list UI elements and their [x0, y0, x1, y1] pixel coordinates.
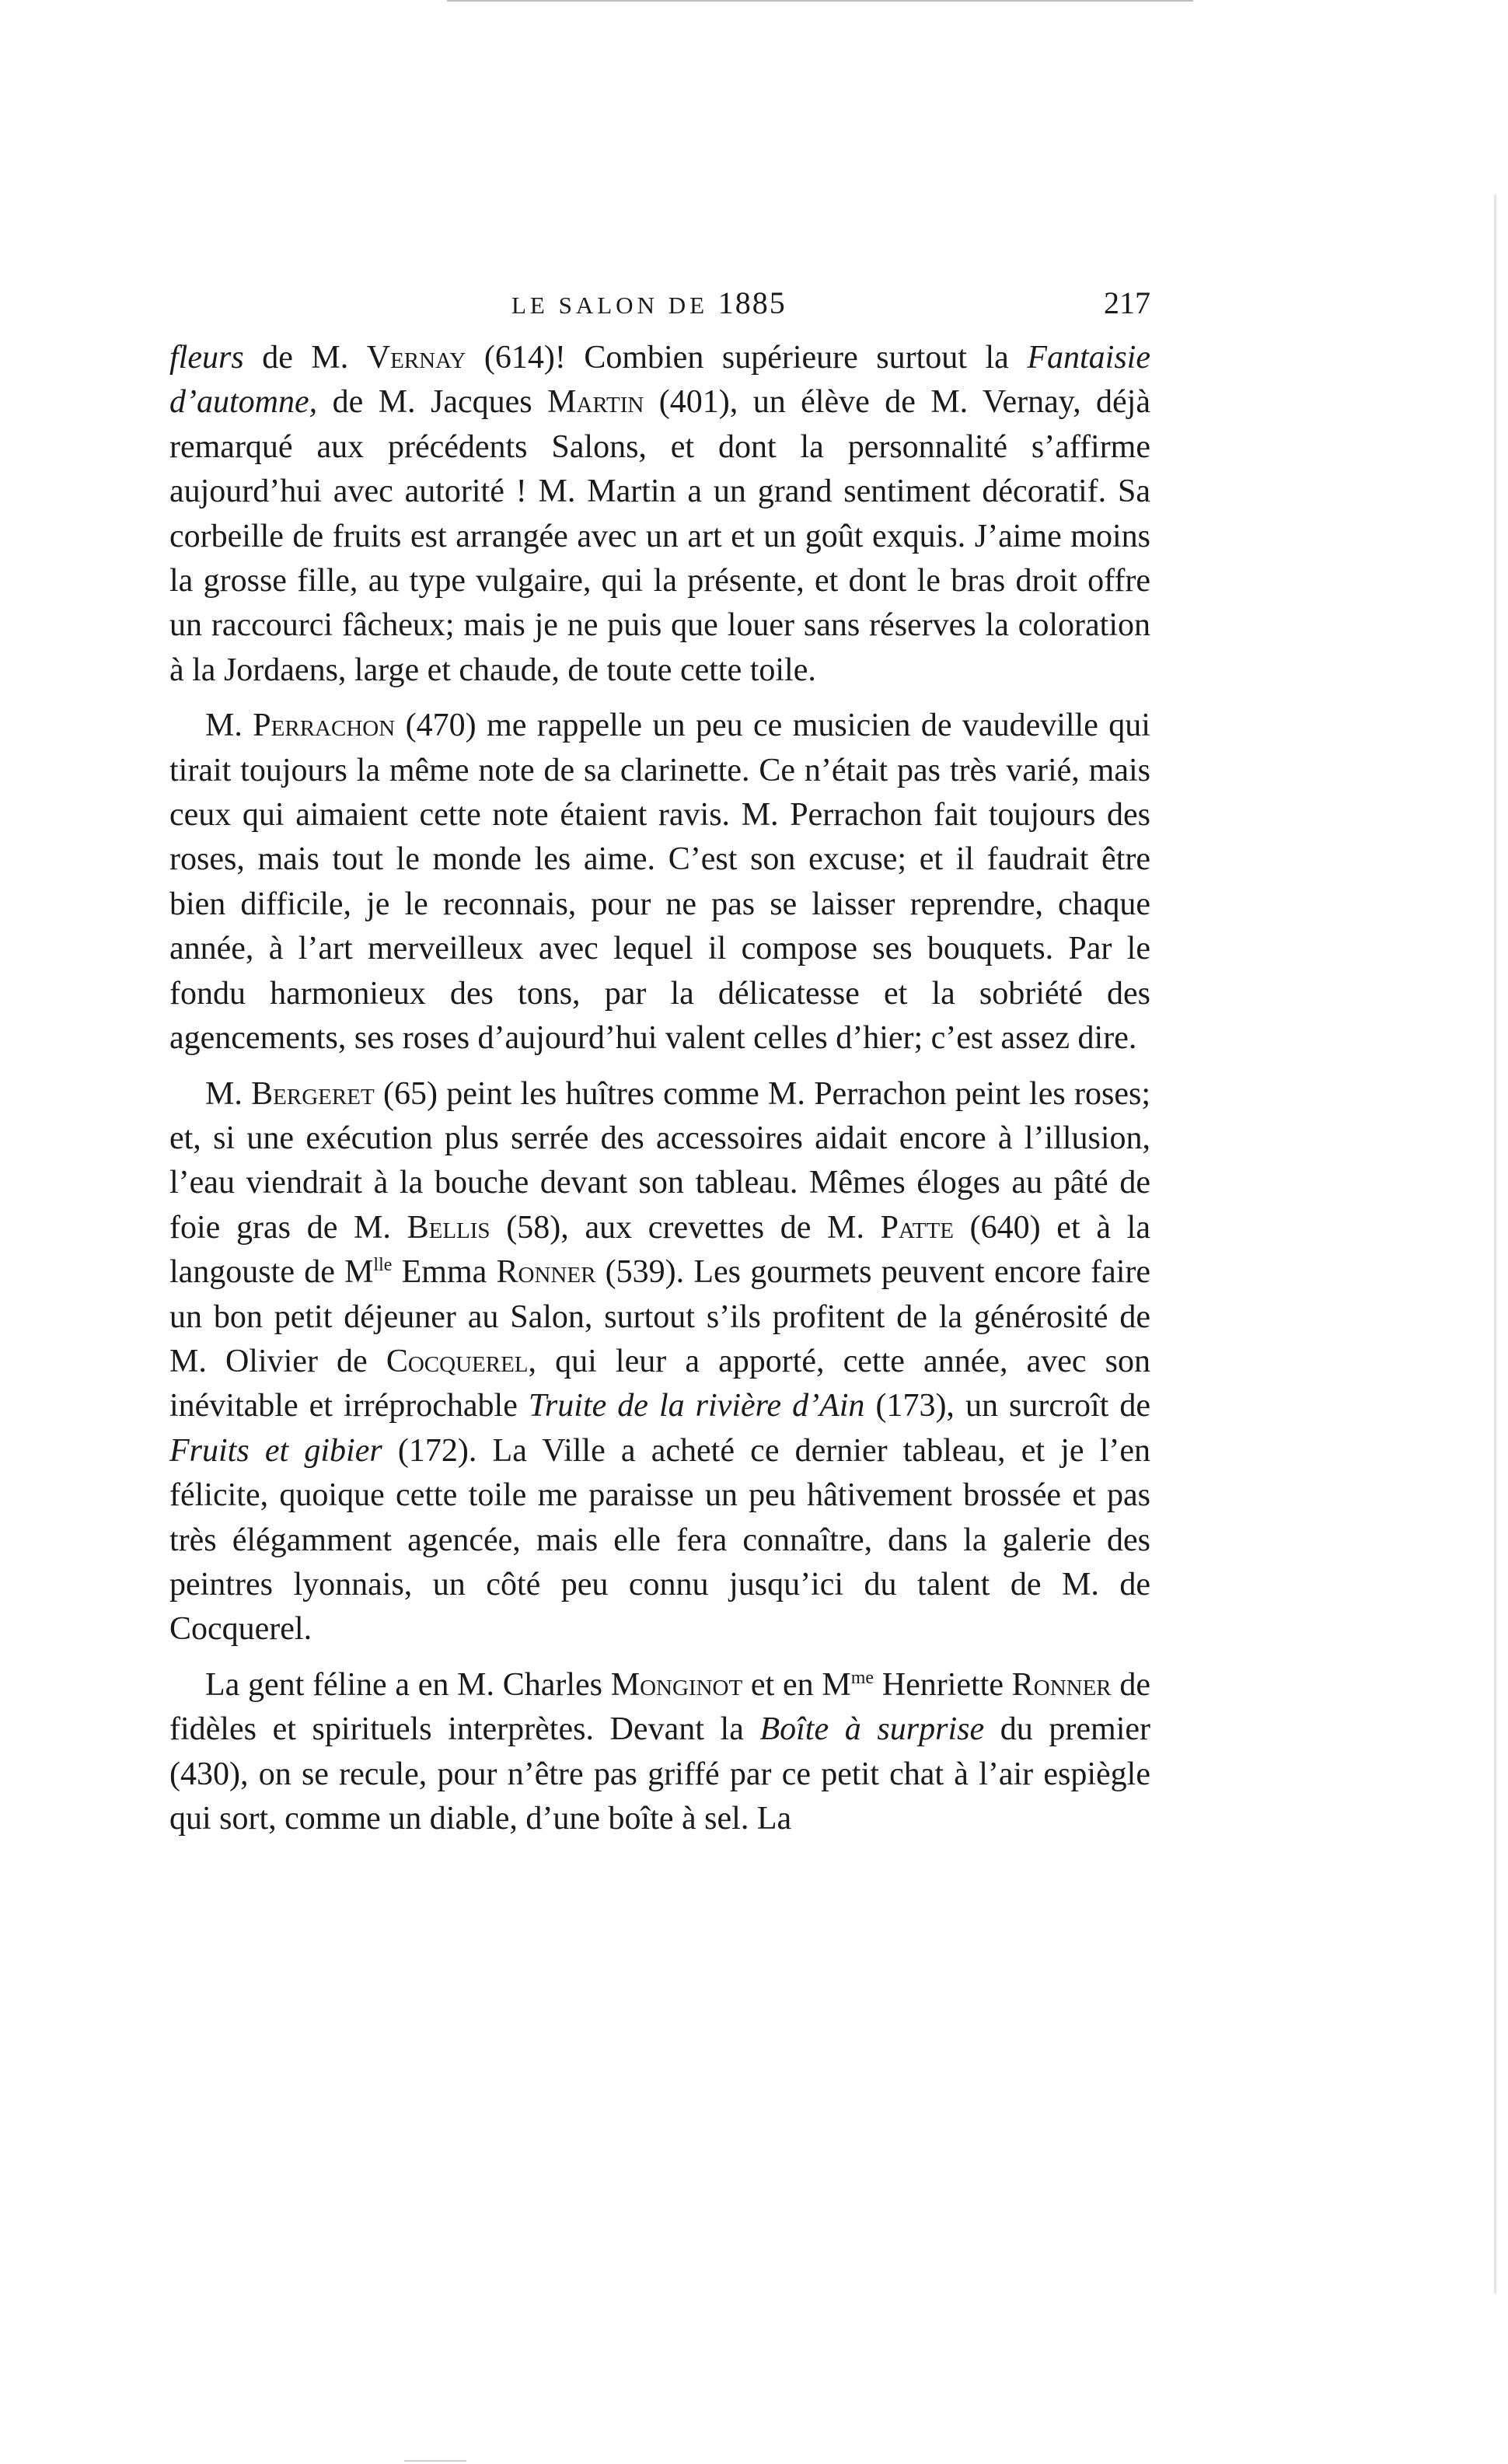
- paragraph-3: M. Bergeret (65) peint les huîtres comme M. Perrachon peint les roses; et, si une exécution plus serrée des accessoires aidait encore à l’illusion, l’eau viendrait à la bouche devant son tableau. Mêmes éloges au pâté de foie gras de M. Bellis (58), aux crevettes de M. Patte (640) et à la langouste de $M^{lle}$ Emma Ronner (539). Les gourmets peuvent encore faire un bon petit déjeuner au Salon, surtout s’ils profitent de la générosité de M. Olivier de Cocquerel, qui leur a apporté, cette année, avec son inévitable et irréprochable Truite de la rivière d’Ain (173), un surcroît de Fruits et gibier (172). La Ville a acheté ce dernier tableau, et je l’en félicite, quoique cette toile me paraisse un peu hâtivement brossée et pas très élégamment agencée, mais elle fera connaître, dans la galerie des peintres lyonnais, un côté peu connu jusqu’ici du talent de M. de Cocquerel.: [169, 1075, 1151, 1648]
- running-title: LE SALON DE 1885: [511, 285, 787, 320]
- artwork-title: Truite de la rivière d’Ain: [528, 1388, 865, 1424]
- artist-name: Ronner: [496, 1254, 596, 1291]
- running-head: [169, 280, 1150, 327]
- artist-name: Cocquerel: [386, 1343, 529, 1379]
- artwork-title: Fruits et gibier: [169, 1432, 382, 1469]
- top-edge-rule: [447, 0, 1193, 2]
- artwork-title: Fantaisie d’automne,: [169, 340, 1150, 421]
- paragraph-1: fleurs de M. Vernay (614)! Combien supérieure surtout la Fantaisie d’automne, de M. Jacques Martin (401), un élève de M. Vernay, déjà remarqué aux précédents Salons, et dont la personnalité s’affirme aujourd’hui avec autorité ! M. Martin a un grand sentiment décoratif. Sa corbeille de fruits est arrangée avec un art et un goût exquis. J’aime moins la grosse fille, au type vulgaire, qui la présente, et dont le bras droit offre un raccourci fâcheux; mais je ne puis que louer sans réserves la coloration à la Jordaens, large et chaude, de toute cette toile.: [169, 340, 1150, 688]
- artist-name: Patte: [880, 1209, 954, 1246]
- artist-name: Ronner: [1011, 1666, 1112, 1703]
- bottom-edge-rule: [404, 2460, 466, 2462]
- artist-name: Perrachon: [253, 708, 396, 744]
- artist-name: Vernay: [366, 340, 466, 376]
- superscript: lle: [373, 1255, 393, 1276]
- superscript: me: [850, 1667, 874, 1688]
- artwork-title: Boîte à surprise: [759, 1711, 985, 1748]
- artist-name: Bellis: [407, 1209, 490, 1246]
- artist-name: Monginot: [610, 1666, 743, 1703]
- paragraph-4: La gent féline a en M. Charles Monginot et en $M^{me}$ Henriette Ronner de fidèles et spirituels interprètes. Devant la Boîte à surprise du premier (430), on se recule, pour n’être pas griffé par ce petit chat à l’air espiègle qui sort, comme un diable, d’une boîte à sel. La: [169, 1666, 1151, 1837]
- artist-name: Martin: [547, 384, 644, 421]
- page-number: 217: [1104, 285, 1150, 320]
- right-page-edge: [1494, 194, 1496, 2294]
- artist-name: Bergeret: [251, 1075, 375, 1112]
- running-title-year: 1885: [717, 285, 787, 320]
- paragraph-2: M. Perrachon (470) me rappelle un peu ce musicien de vaudeville qui tirait toujours la même note de sa clarinette. Ce n’était pas très varié, mais ceux qui aimaient cette note étaient ravis. M. Perrachon fait toujours des roses, mais tout le monde les aime. C’est son excuse; et il faudrait être bien difficile, je le reconnais, pour ne pas se laisser reprendre, chaque année, à l’art merveilleux avec lequel il compose ses bouquets. Par le fondu harmonieux des tons, par la délicatesse et la sobriété des agencements, ses roses d’aujourd’hui valent celles d’hier; c’est assez dire.: [169, 708, 1150, 1057]
- body-text: [169, 336, 1150, 1841]
